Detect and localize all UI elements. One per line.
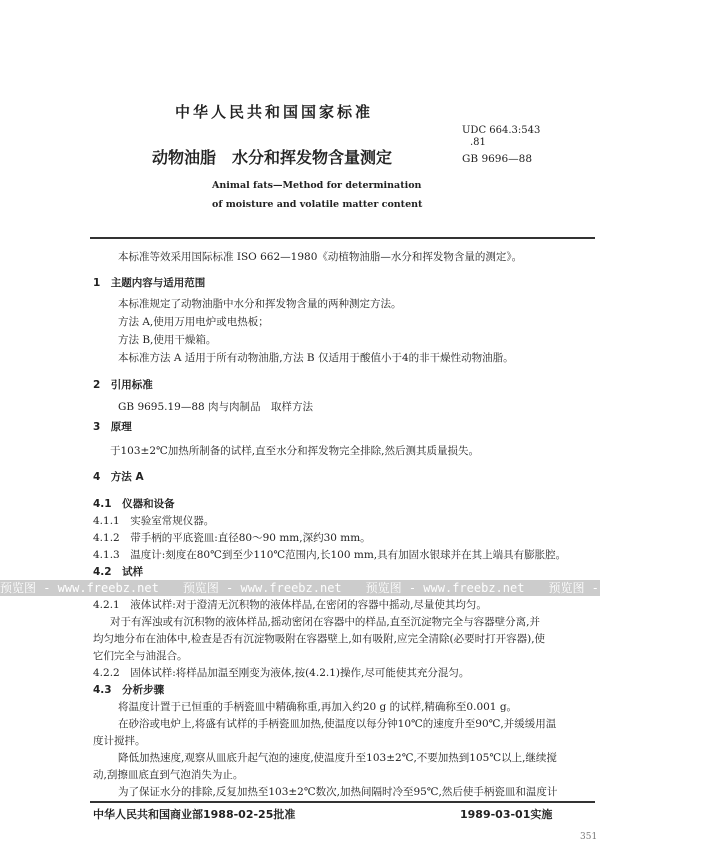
intro-text: 本标准等效采用国际标准 ISO 662—1980《动植物油脂—水分和挥发物含量的测定》。	[118, 251, 523, 263]
paragraph: 方法 B,使用干燥箱。	[118, 334, 217, 346]
paragraph: 均匀地分布在油体中,检查是否有沉淀物吸附在容器壁上,如有吸附,应完全清除(必要时打开容器),使	[93, 633, 546, 645]
section-3-heading: 3 原理	[93, 421, 132, 433]
paragraph: 本标准规定了动物油脂中水分和挥发物含量的两种测定方法。	[118, 298, 402, 310]
paragraph: 4.2.1 液体试样:对于澄清无沉积物的液体样品,在密闭的容器中摇动,尽量使其均匀。	[93, 599, 487, 611]
paragraph: 方法 A,使用万用电炉或电热板；	[118, 316, 269, 328]
paragraph: 本标准方法 A 适用于所有动物油脂,方法 B 仅适用于酸值小于4的非干燥性动物油脂。	[118, 352, 514, 364]
paragraph: 降低加热速度,观察从皿底升起气泡的速度,使温度升至103±2℃,不要加热到105℃以上,继续搅	[118, 752, 557, 764]
paragraph: 4.1.1 实验室常规仪器。	[93, 515, 215, 527]
footer-rule	[90, 801, 595, 803]
english-title-line1: Animal fats—Method for determination	[212, 180, 422, 191]
paragraph: 4.1.3 温度计:刻度在80℃到至少110℃范围内,长100 mm,具有加固水银球并在其上端具有膨胀腔。	[93, 549, 567, 561]
paragraph: 动,刮擦皿底直到气泡消失为止。	[93, 769, 244, 781]
paragraph: GB 9695.19—88 肉与肉制品 取样方法	[118, 401, 314, 413]
english-title-line2: of moisture and volatile matter content	[212, 199, 423, 210]
udc-code-cont: .81	[470, 137, 486, 148]
national-standard-label: 中华人民共和国国家标准	[175, 103, 374, 121]
paragraph: 将温度计置于已恒重的手柄瓷皿中精确称重,再加入约20 g 的试样,精确称至0.001 g。	[118, 701, 518, 713]
subsection-heading: 4.1 仪器和设备	[93, 498, 175, 510]
paragraph: 度计搅拌。	[93, 735, 146, 747]
paragraph: 4.2.2 固体试样:将样品加温至刚变为液体,按(4.2.1)操作,尽可能使其充分混匀。	[93, 667, 470, 679]
subsection-heading: 4.2 试样	[93, 566, 144, 578]
paragraph: 为了保证水分的排除,反复加热至103±2℃数次,加热间隔时冷至95℃,然后使手柄瓷皿和温度计	[118, 786, 558, 798]
approval-date: 中华人民共和国商业部1988-02-25批准	[93, 808, 296, 821]
section-4-heading: 4 方法 A	[93, 471, 144, 483]
paragraph: 于103±2℃加热所制备的试样,直至水分和挥发物完全排除,然后测其质量损失。	[110, 445, 479, 457]
header-rule	[90, 237, 595, 239]
paragraph: 4.1.2 带手柄的平底瓷皿:直径80～90 mm,深约30 mm。	[93, 532, 371, 544]
watermark-band: 预览图 - www.freebz.net 预览图 - www.freebz.net 预览图 - www.freebz.net 预览图 - www.freebz.net	[0, 581, 707, 595]
section-1-heading: 1 主题内容与适用范围	[93, 277, 206, 289]
effective-date: 1989-03-01实施	[460, 808, 553, 821]
section-2-heading: 2 引用标准	[93, 379, 153, 391]
page-number: 351	[580, 832, 598, 842]
gb-number: GB 9696—88	[462, 153, 533, 165]
udc-code: UDC 664.3:543	[462, 125, 541, 136]
paragraph: 在砂浴或电炉上,将盛有试样的手柄瓷皿加热,使温度以每分钟10℃的速度升至90℃,并缓缓用温	[118, 718, 557, 730]
subsection-heading: 4.3 分析步骤	[93, 684, 165, 696]
paragraph: 对于有浑浊或有沉积物的液体样品,摇动密闭在容器中的样品,直至沉淀物完全与容器壁分离,并	[110, 616, 541, 628]
paragraph: 它们完全与油混合。	[93, 650, 188, 662]
document-title: 动物油脂 水分和挥发物含量测定	[152, 148, 393, 167]
